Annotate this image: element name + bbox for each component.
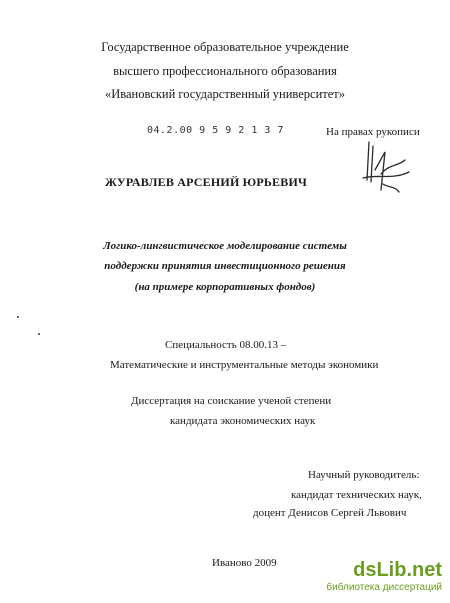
- registration-code: 04.2.00 9 5 9 2 1 3 7: [147, 125, 284, 136]
- institution-line-1: Государственное образовательное учреждение: [101, 40, 349, 54]
- supervisor-line-1: Научный руководитель:: [308, 469, 420, 481]
- watermark: [324, 559, 444, 599]
- institution-line-3: «Ивановский государственный университет»: [104, 87, 346, 101]
- specialty-line-1: Специальность 08.00.13 –: [165, 339, 287, 351]
- supervisor-line-2: кандидат технических наук,: [291, 489, 422, 501]
- signature: [355, 140, 415, 202]
- title-line-3: (на примере корпоративных фондов): [134, 281, 316, 293]
- scan-speck: [17, 316, 19, 318]
- institution-line-2: высшего профессионального образования: [113, 64, 337, 78]
- city-year: Иваново 2009: [212, 557, 277, 569]
- author-name: ЖУРАВЛЕВ АРСЕНИЙ ЮРЬЕВИЧ: [105, 175, 307, 189]
- watermark-brand: dsLib.net: [353, 559, 442, 581]
- degree-line-1: Диссертация на соискание ученой степени: [131, 395, 332, 407]
- title-line-1: Логико-лингвистическое моделирование системы: [103, 240, 347, 252]
- manuscript-note: На правах рукописи: [326, 126, 420, 138]
- scan-speck: [38, 333, 40, 335]
- supervisor-line-3: доцент Денисов Сергей Львович: [253, 507, 407, 519]
- watermark-subtitle: библиотека диссертаций: [326, 582, 442, 593]
- title-line-2: поддержки принятия инвестиционного решения: [104, 260, 346, 272]
- degree-line-2: кандидата экономических наук: [170, 415, 316, 427]
- specialty-line-2: Математические и инструментальные методы экономики: [110, 359, 379, 371]
